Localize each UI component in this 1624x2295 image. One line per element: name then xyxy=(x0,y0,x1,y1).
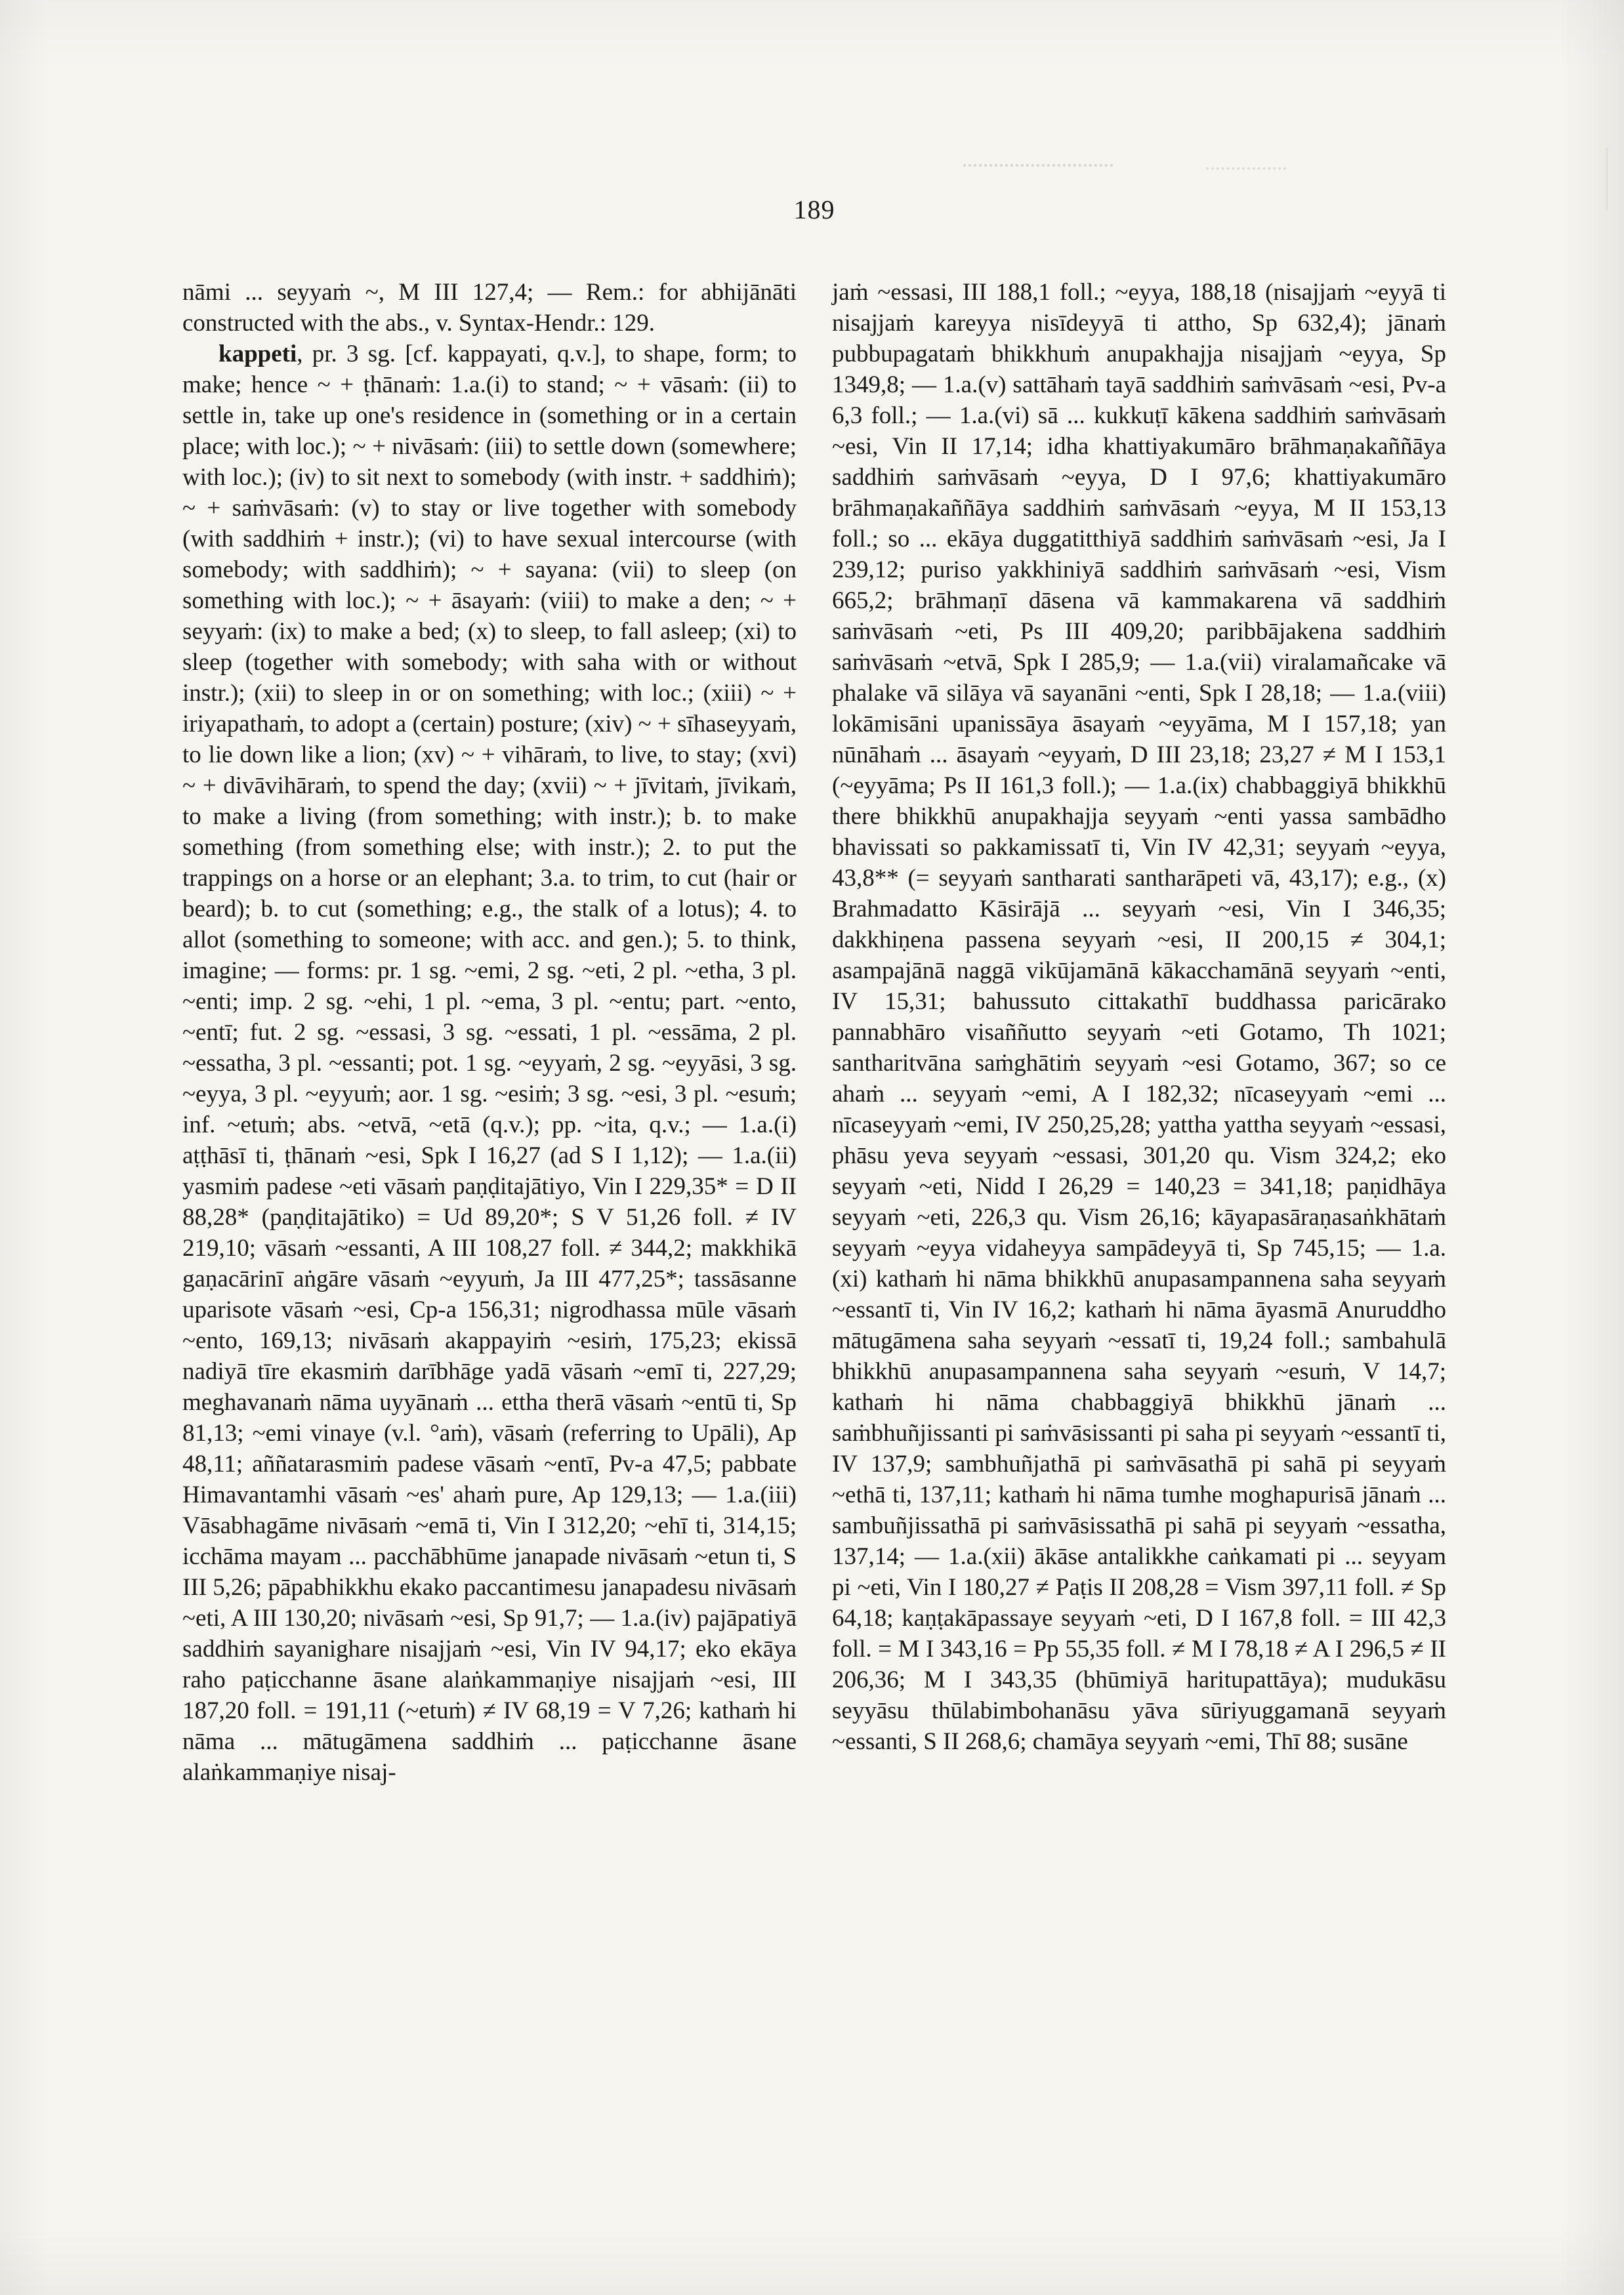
right-column-paragraph: jaṁ ~essasi, III 188,1 foll.; ~eyya, 188,18 (nisajjaṁ ~eyyā ti nisajjaṁ kareyya nisīdeyyā ti attho, Sp 632,4); jānaṁ pubbupagataṁ bhikkhuṁ anupakhajja nisajjaṁ ~eyya, Sp 1349,8; — 1.a.(v) sattāhaṁ tayā saddhiṁ saṁvāsaṁ ~esi, Pv-a 6,3 foll.; — 1.a.(vi) sā ... kukkuṭī kākena saddhiṁ saṁvāsaṁ ~esi, Vin II 17,14; idha khattiyakumāro brāhmaṇakaññāya saddhiṁ saṁvāsaṁ ~eyya, D I 97,6; khattiyakumāro brāhmaṇakaññāya saddhiṁ saṁvāsaṁ ~eyya, M II 153,13 foll.; so ... ekāya duggatitthiyā saddhiṁ saṁvāsaṁ ~esi, Ja I 239,12; puriso yakkhiniyā saddhiṁ saṁvāsaṁ ~esi, Vism 665,2; brāhmaṇī dāsena vā kammakarena vā saddhiṁ saṁvāsaṁ ~eti, Ps III 409,20; paribbājakena saddhiṁ saṁvāsaṁ ~etvā, Spk I 285,9; — 1.a.(vii) viralamañcake vā phalake vā silāya vā sayanāni ~enti, Spk I 28,18; — 1.a.(viii) lokāmisāni upanissāya āsayaṁ ~eyyāma, M I 157,18; yan nūnāhaṁ ... āsayaṁ ~eyyaṁ, D III 23,18; 23,27 ≠ M I 153,1 (~eyyāma; Ps II 161,3 foll.); — 1.a.(ix) chabbaggiyā bhikkhū there bhikkhū anupakhajja seyyaṁ ~enti yassa sambādho bhavissati so pakkamissatī ti, Vin IV 42,31; seyyaṁ ~eyya, 43,8** (= seyyaṁ santharati santharāpeti vā, 43,17); e.g., (x) Brahmadatto Kāsirājā ... seyyaṁ ~esi, Vin I 346,35; dakkhiṇena passena seyyaṁ ~esi, II 200,15 ≠ 304,1; asampajānā naggā vikūjamānā kākacchamānā seyyaṁ ~enti, IV 15,31; bahussuto cittakathī buddhassa paricārako pannabhāro visaññutto seyyaṁ ~eti Gotamo, Th 1021; santharitvāna saṁghātiṁ seyyaṁ ~esi Gotamo, 367; so ce ahaṁ ... seyyaṁ ~emi, A I 182,32; nīcaseyyaṁ ~emi ... nīcaseyyaṁ ~emi, IV 250,25,28; yattha yattha seyyaṁ ~essasi, phāsu yeva seyyaṁ ~essasi, 301,20 qu. Vism 324,2; eko seyyaṁ ~eti, Nidd I 26,29 = 140,23 = 341,18; paṇidhāya seyyaṁ ~eti, 226,3 qu. Vism 26,16; kāyapasāraṇasaṅkhātaṁ seyyaṁ ~eyya vidaheyya sampādeyyā ti, Sp 745,15; — 1.a.(xi) kathaṁ hi nāma bhikkhū anupasampannena saha seyyaṁ ~essantī ti, Vin IV 16,2; kathaṁ hi nāma āyasmā Anuruddho mātugāmena saha seyyaṁ ~essatī ti, 19,24 foll.; sambahulā bhikkhū anupasampannena saha seyyaṁ ~esuṁ, V 14,7; kathaṁ hi nāma chabbaggiyā bhikkhū jānaṁ ... saṁbhuñjissanti pi saṁvāsissanti pi saha pi seyyaṁ ~essantī ti, IV 137,9; sambhuñjathā pi saṁvāsathā pi sahā pi seyyaṁ ~ethā ti, 137,11; kathaṁ hi nāma tumhe moghapurisā jānaṁ ... sambuñjissathā pi saṁvāsissathā pi sahā pi seyyaṁ ~essatha, 137,14; — 1.a.(xii) ākāse antalikkhe caṅkamati pi ... seyyam pi ~eti, Vin I 180,27 ≠ Paṭis II 208,28 = Vism 397,11 foll. ≠ Sp 64,18; kaṇṭakāpassaye seyyaṁ ~eti, D I 167,8 foll. = III 42,3 foll. = M I 343,16 = Pp 55,35 foll. ≠ M I 78,18 ≠ A I 296,5 ≠ II 206,36; M I 343,35 (bhūmiyā haritupattāya); mudukāsu seyyāsu thūlabimbohanāsu yāva sūriyuggamanā seyyaṁ ~essanti, S II 268,6; chamāya seyyaṁ ~emi, Thī 88; susāne xyxy=(832,279,1446,1755)
scan-artifact xyxy=(1606,148,1608,210)
page-number: 189 xyxy=(793,195,835,224)
left-column xyxy=(182,277,797,1788)
entry-body: , pr. 3 sg. [cf. kappayati, q.v.], to shape, form; to make; hence ~ + ṭhānaṁ: 1.a.(i) to stand; ~ + vāsaṁ: (ii) to settle in, take up one's residence in (something or in a certain place; with loc.); ~ + nivāsaṁ: (iii) to settle down (somewhere; with loc.); (iv) to sit next to somebody (with instr. + saddhiṁ); ~ + saṁvāsaṁ: (v) to stay or live together with somebody (with saddhiṁ + instr.); (vi) to have sexual intercourse (with somebody; with saddhiṁ); ~ + sayana: (vii) to sleep (on something with loc.); ~ + āsayaṁ: (viii) to make a den; ~ + seyyaṁ: (ix) to make a bed; (x) to sleep, to fall asleep; (xi) to sleep (together with somebody; with saha with or without instr.); (xii) to sleep in or on something; with loc.; (xiii) ~ + iriyapathaṁ, to adopt a (certain) posture; (xiv) ~ + sīhaseyyaṁ, to lie down like a lion; (xv) ~ + vihāraṁ, to live, to stay; (xvi) ~ + divāvihāraṁ, to spend the day; (xvii) ~ + jīvitaṁ, jīvikaṁ, to make a living (from something; with instr.); b. to make something (from something else; with instr.); 2. to put the trappings on a horse or an elephant; 3.a. to trim, to cut (hair or beard); b. to cut (something; e.g., the stalk of a lotus); 4. to allot (something to someone; with acc. and gen.); 5. to think, imagine; — forms: pr. 1 sg. ~emi, 2 sg. ~eti, 2 pl. ~etha, 3 pl. ~enti; imp. 2 sg. ~ehi, 1 pl. ~ema, 3 pl. ~entu; part. ~ento, ~entī; fut. 2 sg. ~essasi, 3 sg. ~essati, 1 pl. ~essāma, 2 pl. ~essatha, 3 pl. ~essanti; pot. 1 sg. ~eyyaṁ, 2 sg. ~eyyāsi, 3 sg. ~eyya, 3 pl. ~eyyuṁ; aor. 1 sg. ~esiṁ; 3 sg. ~esi, 3 pl. ~esuṁ; inf. ~etuṁ; abs. ~etvā, ~etā (q.v.); pp. ~ita, q.v.; — 1.a.(i) aṭṭhāsī ti, ṭhānaṁ ~esi, Spk I 16,27 (ad S I 1,12); — 1.a.(ii) yasmiṁ padese ~eti vāsaṁ paṇḍitajātiyo, Vin I 229,35* = D II 88,28* (paṇḍitajātiko) = Ud 89,20*; S V 51,26 foll. ≠ IV 219,10; vāsaṁ ~essanti, A III 108,27 foll. ≠ 344,2; makkhikā gaṇacārinī aṅgāre vāsaṁ ~eyyuṁ, Ja III 477,25*; tassāsanne uparisote vāsaṁ ~esi, Cp-a 156,31; nigrodhassa mūle vāsaṁ ~ento, 169,13; nivāsaṁ akappayiṁ ~esiṁ, 175,23; ekissā nadiyā tīre ekasmiṁ darībhāge yadā vāsaṁ ~emī ti, 227,29; meghavanaṁ nāma uyyānaṁ ... ettha therā vāsaṁ ~entū ti, Sp 81,13; ~emi vinaye (v.l. °aṁ), vāsaṁ (referring to Upāli), Ap 48,11; aññatarasmiṁ padese vāsaṁ ~entī, Pv-a 47,5; pabbate Himavantamhi vāsaṁ ~es' ahaṁ pure, Ap 129,13; — 1.a.(iii) Vāsabhagāme nivāsaṁ ~emā ti, Vin I 312,20; ~ehī ti, 314,15; icchāma mayam ... pacchābhūme janapade nivāsaṁ ~etun ti, S III 5,26; pāpabhikkhu ekako paccantimesu janapadesu nivāsaṁ ~eti, A III 130,20; nivāsaṁ ~esi, Sp 91,7; — 1.a.(iv) pajāpatiyā saddhiṁ sayanighare nisajjaṁ ~esi, Vin IV 94,17; eko ekāya raho paṭicchanne āsane alaṅkammaṇiye nisajjaṁ ~esi, III 187,20 foll. = 191,11 (~etuṁ) ≠ IV 68,19 = V 7,26; kathaṁ hi nāma ... mātugāmena saddhiṁ ... paṭicchanne āsane alaṅkammaṇiye nisaj- xyxy=(182,341,797,1786)
continuation-paragraph: nāmi ... seyyaṁ ~, M III 127,4; — Rem.: for abhijānāti constructed with the abs., v. Syntax-Hendr.: 129. xyxy=(182,279,797,337)
entry-headword: kappeti xyxy=(219,341,297,367)
right-column xyxy=(832,277,1446,1788)
scan-artifact xyxy=(963,164,1113,167)
scan-artifact xyxy=(1206,167,1286,170)
entry-paragraph xyxy=(182,339,797,1788)
text-block xyxy=(182,277,1446,1788)
